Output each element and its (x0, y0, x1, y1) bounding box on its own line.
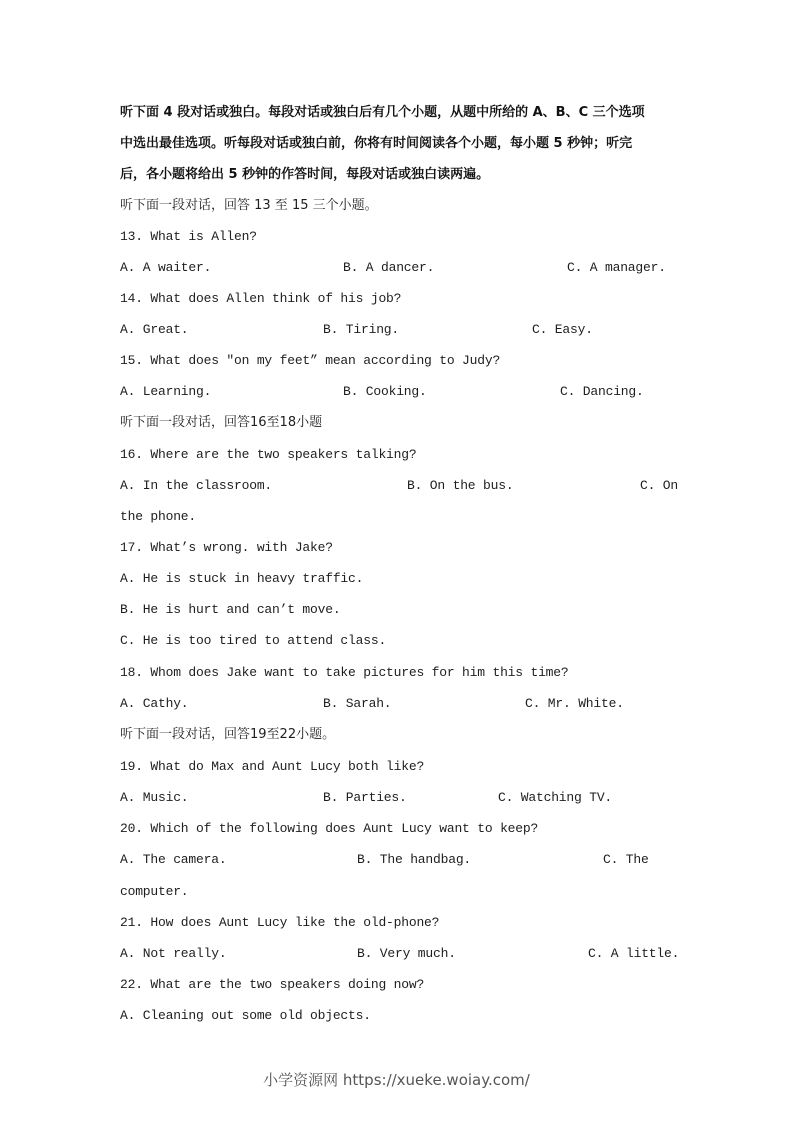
option-b: B. A dancer. (343, 260, 435, 275)
section-heading: 听下面一段对话，回答 13 至 15 三个小题。 (120, 198, 378, 213)
option-b: B. Parties. (323, 790, 407, 805)
option-c-continued: computer. (120, 884, 189, 899)
option-c: C. A little. (588, 946, 680, 961)
options-row-20 (120, 850, 680, 870)
options-row-19 (120, 788, 680, 808)
options-row-18 (120, 694, 680, 714)
option-a: A. In the classroom. (120, 478, 273, 493)
question-16: 16. Where are the two speakers talking? (120, 447, 417, 462)
option-c: C. The (603, 852, 649, 867)
question-13: 13. What is Allen? (120, 229, 257, 244)
option-a: A. Learning. (120, 384, 212, 399)
option-c: C. On (640, 478, 679, 493)
footer-watermark: 小学资源网 https://xueke.woiay.com/ (263, 1071, 530, 1089)
option-a: A. He is stuck in heavy traffic. (120, 571, 364, 586)
option-a: A. Cathy. (120, 696, 189, 711)
options-row-15 (120, 382, 680, 402)
instructions-line-1: 听下面 4 段对话或独白。每段对话或独白后有几个小题，从题中所给的 A、B、C 三个选项 (120, 105, 645, 120)
options-row-21 (120, 944, 680, 964)
option-c: C. Dancing. (560, 384, 644, 399)
question-22: 22. What are the two speakers doing now? (120, 977, 425, 992)
question-20: 20. Which of the following does Aunt Lucy want to keep? (120, 821, 539, 836)
options-row-16 (120, 476, 680, 496)
option-a: A. A waiter. (120, 260, 212, 275)
question-18: 18. Whom does Jake want to take pictures for him this time? (120, 665, 569, 680)
option-b: B. Sarah. (323, 696, 392, 711)
option-a: A. Not really. (120, 946, 227, 961)
option-a: A. Music. (120, 790, 189, 805)
instructions-line-3: 后，各小题将给出 5 秒钟的作答时间，每段对话或独白读两遍。 (120, 167, 490, 182)
question-17: 17. What’s wrong. with Jake? (120, 540, 333, 555)
question-14: 14. What does Allen think of his job? (120, 291, 402, 306)
option-c-continued: the phone. (120, 509, 197, 524)
option-b: B. The handbag. (357, 852, 472, 867)
question-15: 15. What does "on my feet” mean according to Judy? (120, 353, 501, 368)
option-b: B. He is hurt and can’t move. (120, 602, 341, 617)
option-c: C. Mr. White. (525, 696, 624, 711)
option-b: B. Cooking. (343, 384, 427, 399)
option-c: C. A manager. (567, 260, 666, 275)
question-19: 19. What do Max and Aunt Lucy both like? (120, 759, 425, 774)
options-row-13 (120, 258, 680, 278)
option-a: A. Great. (120, 322, 189, 337)
option-c: C. Watching TV. (498, 790, 613, 805)
question-21: 21. How does Aunt Lucy like the old-phone? (120, 915, 440, 930)
option-b: B. Very much. (357, 946, 456, 961)
section-heading: 听下面一段对话，回答16至18小题 (120, 415, 323, 430)
instructions-line-2: 中选出最佳选项。听每段对话或独白前，你将有时间阅读各个小题，每小题 5 秒钟；听完 (120, 136, 633, 151)
option-b: B. Tiring. (323, 322, 400, 337)
option-b: B. On the bus. (407, 478, 514, 493)
section-heading: 听下面一段对话，回答19至22小题。 (120, 727, 336, 742)
option-c: C. He is too tired to attend class. (120, 633, 387, 648)
option-a: A. Cleaning out some old objects. (120, 1008, 371, 1023)
option-a: A. The camera. (120, 852, 227, 867)
option-c: C. Easy. (532, 322, 593, 337)
options-row-14 (120, 320, 680, 340)
